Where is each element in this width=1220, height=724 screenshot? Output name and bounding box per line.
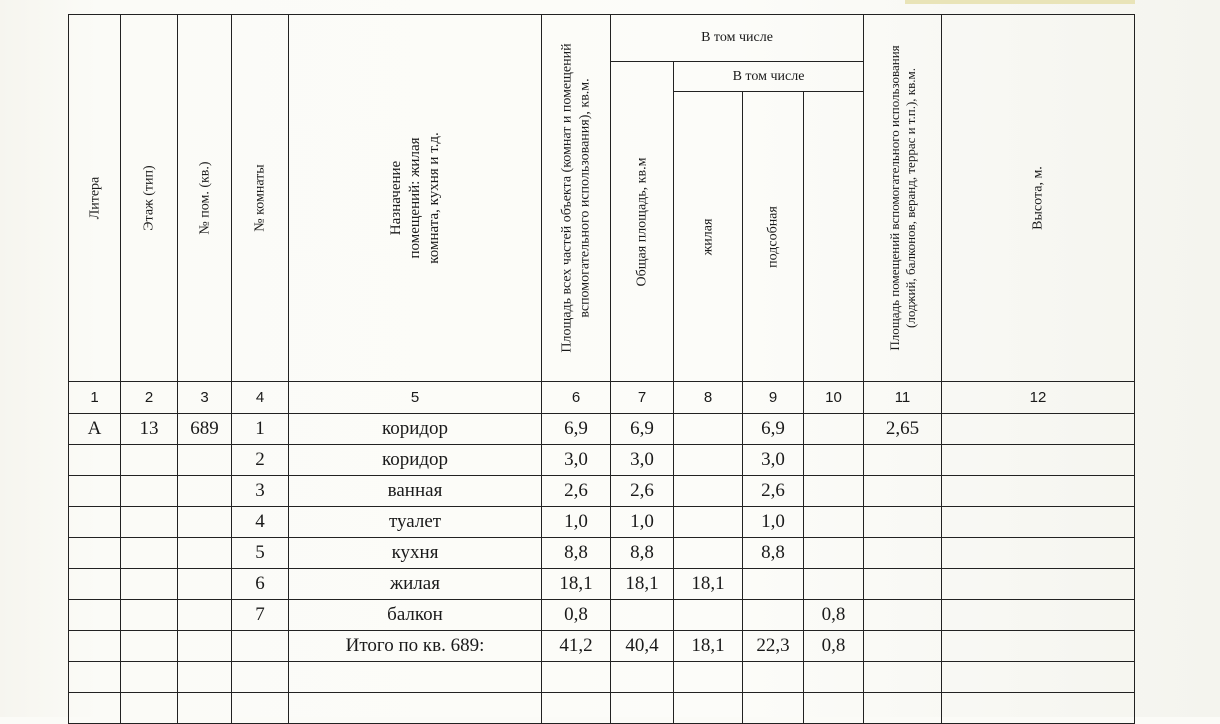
area-total-cell: 3,0 bbox=[611, 445, 674, 476]
apartment-cell bbox=[178, 538, 232, 569]
height-cell bbox=[864, 476, 942, 507]
litera-cell bbox=[69, 600, 121, 631]
column-number: 2 bbox=[121, 382, 178, 414]
table-row bbox=[69, 600, 1135, 631]
apartment-cell bbox=[178, 445, 232, 476]
balcony-cell bbox=[804, 538, 864, 569]
column-number: 1 bbox=[69, 382, 121, 414]
auxiliary-cell: 2,6 bbox=[743, 476, 804, 507]
auxiliary-cell bbox=[743, 569, 804, 600]
height-cell bbox=[864, 538, 942, 569]
area-all-cell: 8,8 bbox=[542, 538, 611, 569]
empty-cell bbox=[121, 662, 178, 693]
column-number: 10 bbox=[804, 382, 864, 414]
floor-cell bbox=[121, 507, 178, 538]
column-number: 7 bbox=[611, 382, 674, 414]
room-cell: 2 bbox=[232, 445, 289, 476]
apartment-cell bbox=[178, 507, 232, 538]
empty-cell bbox=[178, 662, 232, 693]
empty-cell bbox=[232, 662, 289, 693]
unauthorized-cell bbox=[942, 507, 1135, 538]
total-area-total: 40,4 bbox=[611, 631, 674, 662]
auxiliary-cell: 8,8 bbox=[743, 538, 804, 569]
apartment-cell: 689 bbox=[178, 414, 232, 445]
empty-row bbox=[69, 662, 1135, 693]
empty-cell bbox=[611, 693, 674, 724]
area-total-cell: 18,1 bbox=[611, 569, 674, 600]
table-row bbox=[69, 569, 1135, 600]
unauthorized-cell bbox=[942, 414, 1135, 445]
column-number: 5 bbox=[289, 382, 542, 414]
purpose-cell: жилая bbox=[289, 569, 542, 600]
area-total-cell: 1,0 bbox=[611, 507, 674, 538]
column-number: 3 bbox=[178, 382, 232, 414]
living-cell bbox=[674, 476, 743, 507]
empty-cell bbox=[942, 693, 1135, 724]
apartment-cell bbox=[178, 631, 232, 662]
balcony-cell bbox=[804, 414, 864, 445]
apartment-cell bbox=[178, 600, 232, 631]
total-balcony: 0,8 bbox=[804, 631, 864, 662]
column-number: 9 bbox=[743, 382, 804, 414]
header-area-all: Площадь всех частей объекта (комнат и помещений вспомогательного использования), кв.м. bbox=[542, 15, 611, 382]
area-all-cell: 2,6 bbox=[542, 476, 611, 507]
area-all-cell: 1,0 bbox=[542, 507, 611, 538]
floor-cell bbox=[121, 631, 178, 662]
living-cell bbox=[674, 507, 743, 538]
apartment-cell bbox=[178, 569, 232, 600]
height-cell bbox=[864, 631, 942, 662]
header-group-sub: В том числе bbox=[674, 62, 864, 92]
empty-cell bbox=[289, 662, 542, 693]
header-height: Высота, м. bbox=[942, 15, 1135, 382]
explication-table bbox=[68, 14, 1135, 724]
empty-cell bbox=[804, 693, 864, 724]
litera-cell bbox=[69, 476, 121, 507]
header-litera: Литера bbox=[69, 15, 121, 382]
floor-cell bbox=[121, 538, 178, 569]
litera-cell bbox=[69, 631, 121, 662]
litera-cell: А bbox=[69, 414, 121, 445]
height-cell bbox=[864, 445, 942, 476]
purpose-cell: коридор bbox=[289, 445, 542, 476]
unauthorized-cell bbox=[942, 631, 1135, 662]
area-all-cell: 6,9 bbox=[542, 414, 611, 445]
auxiliary-cell: 3,0 bbox=[743, 445, 804, 476]
empty-cell bbox=[69, 662, 121, 693]
table-row bbox=[69, 445, 1135, 476]
empty-cell bbox=[542, 662, 611, 693]
table-row bbox=[69, 476, 1135, 507]
room-cell: 6 bbox=[232, 569, 289, 600]
total-area-all: 41,2 bbox=[542, 631, 611, 662]
total-label: Итого по кв. 689: bbox=[289, 631, 542, 662]
room-cell: 5 bbox=[232, 538, 289, 569]
empty-cell bbox=[674, 662, 743, 693]
litera-cell bbox=[69, 569, 121, 600]
total-living: 18,1 bbox=[674, 631, 743, 662]
room-cell: 4 bbox=[232, 507, 289, 538]
purpose-cell: кухня bbox=[289, 538, 542, 569]
litera-cell bbox=[69, 538, 121, 569]
empty-cell bbox=[69, 693, 121, 724]
header-floor: Этаж (тип) bbox=[121, 15, 178, 382]
floor-cell bbox=[121, 600, 178, 631]
unauthorized-cell bbox=[942, 445, 1135, 476]
header-row-1 bbox=[69, 15, 1135, 62]
area-all-cell: 18,1 bbox=[542, 569, 611, 600]
total-row bbox=[69, 631, 1135, 662]
empty-cell bbox=[864, 693, 942, 724]
empty-cell bbox=[864, 662, 942, 693]
height-cell bbox=[864, 507, 942, 538]
unauthorized-cell bbox=[942, 600, 1135, 631]
room-cell: 7 bbox=[232, 600, 289, 631]
table-row bbox=[69, 538, 1135, 569]
column-number-row bbox=[69, 382, 1135, 414]
floor-cell bbox=[121, 476, 178, 507]
living-cell: 18,1 bbox=[674, 569, 743, 600]
header-group-total: В том числе bbox=[611, 15, 864, 62]
header-room-number: № комнаты bbox=[232, 15, 289, 382]
room-cell: 1 bbox=[232, 414, 289, 445]
column-number: 6 bbox=[542, 382, 611, 414]
empty-cell bbox=[611, 662, 674, 693]
purpose-cell: ванная bbox=[289, 476, 542, 507]
total-auxiliary: 22,3 bbox=[743, 631, 804, 662]
empty-cell bbox=[942, 662, 1135, 693]
height-cell bbox=[864, 569, 942, 600]
paper-edge-mark bbox=[905, 0, 1135, 4]
table-row bbox=[69, 414, 1135, 445]
column-number: 4 bbox=[232, 382, 289, 414]
column-number: 11 bbox=[864, 382, 942, 414]
empty-cell bbox=[804, 662, 864, 693]
header-living: жилая bbox=[674, 92, 743, 382]
auxiliary-cell bbox=[743, 600, 804, 631]
unauthorized-cell bbox=[942, 538, 1135, 569]
column-number: 12 bbox=[942, 382, 1135, 414]
living-cell bbox=[674, 414, 743, 445]
area-total-cell: 2,6 bbox=[611, 476, 674, 507]
empty-cell bbox=[743, 662, 804, 693]
auxiliary-cell: 1,0 bbox=[743, 507, 804, 538]
unauthorized-cell bbox=[942, 569, 1135, 600]
balcony-cell bbox=[804, 445, 864, 476]
area-all-cell: 0,8 bbox=[542, 600, 611, 631]
empty-row bbox=[69, 693, 1135, 724]
floor-cell bbox=[121, 445, 178, 476]
floor-cell: 13 bbox=[121, 414, 178, 445]
balcony-cell bbox=[804, 507, 864, 538]
empty-cell bbox=[542, 693, 611, 724]
area-total-cell bbox=[611, 600, 674, 631]
empty-cell bbox=[121, 693, 178, 724]
height-cell: 2,65 bbox=[864, 414, 942, 445]
column-number: 8 bbox=[674, 382, 743, 414]
living-cell bbox=[674, 445, 743, 476]
height-cell bbox=[864, 600, 942, 631]
purpose-cell: балкон bbox=[289, 600, 542, 631]
header-purpose: Назначение помещений: жилая комната, кухня и т.д. bbox=[289, 15, 542, 382]
floor-cell bbox=[121, 569, 178, 600]
balcony-cell bbox=[804, 476, 864, 507]
living-cell bbox=[674, 600, 743, 631]
balcony-cell: 0,8 bbox=[804, 600, 864, 631]
empty-cell bbox=[232, 693, 289, 724]
apartment-cell bbox=[178, 476, 232, 507]
area-all-cell: 3,0 bbox=[542, 445, 611, 476]
purpose-cell: коридор bbox=[289, 414, 542, 445]
litera-cell bbox=[69, 445, 121, 476]
area-total-cell: 6,9 bbox=[611, 414, 674, 445]
empty-cell bbox=[743, 693, 804, 724]
living-cell bbox=[674, 538, 743, 569]
auxiliary-cell: 6,9 bbox=[743, 414, 804, 445]
table-row bbox=[69, 507, 1135, 538]
room-cell: 3 bbox=[232, 476, 289, 507]
header-auxiliary: подсобная bbox=[743, 92, 804, 382]
unauthorized-cell bbox=[942, 476, 1135, 507]
header-total-area: Общая площадь, кв.м bbox=[611, 62, 674, 382]
room-cell bbox=[232, 631, 289, 662]
litera-cell bbox=[69, 507, 121, 538]
purpose-cell: туалет bbox=[289, 507, 542, 538]
empty-cell bbox=[178, 693, 232, 724]
area-total-cell: 8,8 bbox=[611, 538, 674, 569]
header-apartment-number: № пом. (кв.) bbox=[178, 15, 232, 382]
balcony-cell bbox=[804, 569, 864, 600]
empty-cell bbox=[289, 693, 542, 724]
empty-cell bbox=[674, 693, 743, 724]
header-auxiliary-area: Площадь помещений вспомогательного использования (лоджий, балконов, веранд, террас и т.п.), кв.м. bbox=[864, 15, 942, 382]
